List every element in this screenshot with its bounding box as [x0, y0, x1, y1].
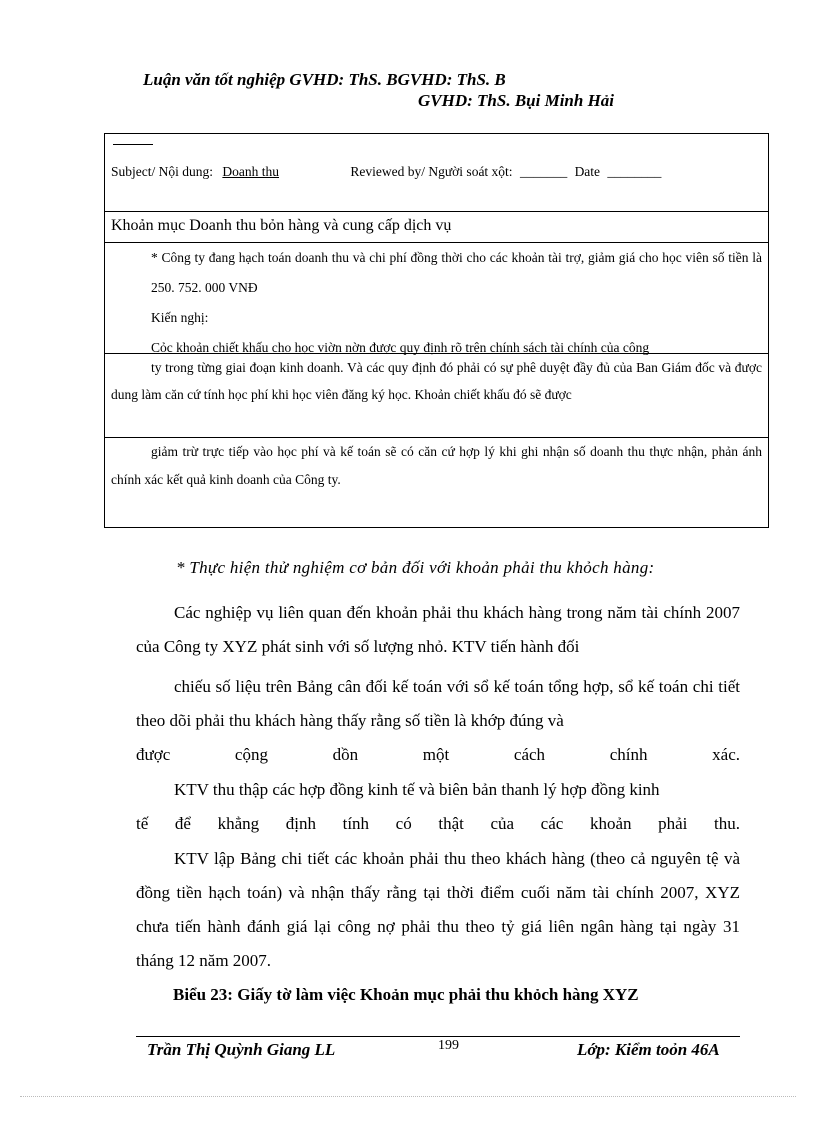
footer-class: Lớp: Kiểm toỏn 46A — [577, 1040, 720, 1059]
body-paragraph-2-last-line: được cộng dồn một cách chính xác. — [136, 745, 740, 764]
worksheet-section-title-box — [104, 211, 769, 243]
footer-divider — [136, 1036, 740, 1037]
recommendation-text: Cỏc khoản chiết khấu cho học viờn nờn được quy định rõ trên chính sách tài chính của công — [151, 340, 650, 355]
reviewed-blank: _______ — [519, 164, 568, 179]
worksheet-header-box — [104, 133, 769, 212]
finding-paragraph: * Công ty đang hạch toán doanh thu và chi phí đồng thời cho các khoản tài trợ, giảm giá cho học viên số tiền là 250. 752. 000 VNĐ — [151, 250, 762, 295]
date-label: Date — [574, 164, 601, 179]
body-paragraph-3: KTV thu thập các hợp đồng kinh tế và biên bản thanh lý hợp đồng kinh tế để khẳng định tính có thật của các khoản phải thu. — [136, 773, 740, 841]
worksheet-block-1 — [104, 242, 769, 354]
page-edge — [20, 1096, 796, 1097]
page-number: 199 — [438, 1038, 459, 1053]
worksheet-block-3-text: giảm trừ trực tiếp vào học phí và kế toán sẽ có căn cứ hợp lý khi ghi nhận số doanh thu thực nhận, phản ánh chính xác kết quả kinh doanh của Công ty. — [111, 444, 762, 487]
body-paragraph-4: KTV lập Bảng chi tiết các khoản phải thu theo khách hàng (theo cả nguyên tệ và đồng tiền hạch toán) và nhận thấy rằng tại thời điểm cuối năm tài chính 2007, XYZ chưa tiến hành đánh giá lại công nợ phải thu theo tỷ giá liên ngân hàng tại ngày 31 tháng 12 năm 2007. — [136, 849, 740, 970]
figure-caption: Biểu 23: Giấy tờ làm việc Khoản mục phải thu khỏch hàng XYZ — [173, 985, 639, 1004]
divider — [113, 144, 153, 145]
worksheet-block-2-text: ty trong từng giai đoạn kinh doanh. Và các quy định đó phải có sự phê duyệt đầy đủ của Ban Giám đốc và được dung làm căn cứ tính học phí khi học viên đăng ký học. Khoản chiết khấu đó sẽ được — [111, 360, 762, 402]
recommendation-label: Kiến nghị: — [151, 310, 209, 325]
reviewed-label: Reviewed by/ Người soát xột: — [350, 164, 513, 179]
body-paragraph-3-last-line: tế để khẳng định tính có thật của các khoản phải thu. — [136, 814, 740, 833]
body-paragraph-2: chiếu số liệu trên Bảng cân đối kế toán với sổ kế toán tổng hợp, sổ kế toán chi tiết theo dõi phải thu khách hàng thấy rằng số tiền là khớp đúng và được cộng dồn một cách chính xác. — [136, 670, 740, 772]
header-title-line: Luận văn tốt nghiệp GVHD: ThS. BGVHD: ThS. B — [143, 70, 506, 89]
worksheet-block-1-text — [111, 243, 762, 363]
worksheet-section-title: Khoản mục Doanh thu bỏn hàng và cung cấp dịch vụ — [111, 217, 452, 234]
header-advisor-line: GVHD: ThS. Bụi Minh Hải — [418, 91, 615, 110]
body-paragraph-1: Các nghiệp vụ liên quan đến khoản phải thu khách hàng trong năm tài chính 2007 của Công ty XYZ phát sinh với số lượng nhỏ. KTV tiến hành đối — [136, 603, 740, 656]
section-heading: * Thực hiện thử nghiệm cơ bản đối với khoản phải thu khỏch hàng: — [176, 558, 655, 577]
worksheet-block-3 — [104, 437, 769, 528]
subject-label: Subject/ Nội dung: — [111, 164, 213, 179]
worksheet-block-2 — [104, 353, 769, 438]
date-blank: ________ — [607, 164, 662, 179]
subject-value: Doanh thu — [222, 164, 279, 179]
footer-author: Trần Thị Quỳnh Giang LL — [147, 1040, 336, 1059]
worksheet-subject-row — [111, 164, 661, 180]
